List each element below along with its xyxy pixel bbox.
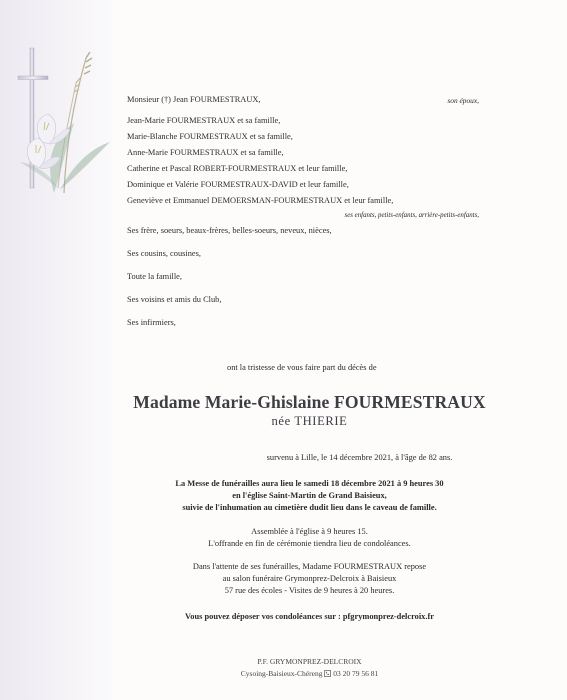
family-line: Geneviève et Emmanuel DEMOERSMAN-FOURMESTRAUX et leur famille, (127, 196, 394, 205)
spouse-name: Monsieur (†) Jean FOURMESTRAUX, (127, 95, 261, 104)
group-line: Ses cousins, cousines, (127, 249, 201, 258)
family-line: Catherine et Pascal ROBERT-FOURMESTRAUX et leur famille, (127, 164, 348, 173)
group-line: Ses infirmiers, (127, 318, 176, 327)
assembly-line: L'offrande en fin de cérémonie tiendra lieu de condoléances. (208, 539, 411, 548)
rest-line: au salon funéraire Grymonprez-Delcroix à Baisieux (222, 574, 397, 583)
funeral-home-contact (0, 669, 567, 678)
family-relation: ses enfants, petits-enfants, arrière-petits-enfants, (344, 212, 479, 219)
family-line: Marie-Blanche FOURMESTRAUX et sa famille, (127, 132, 293, 141)
rest-line: 57 rue des écoles - Visites de 9 heures à 20 heures. (224, 586, 395, 595)
funeral-home-location: Cysoing-Baisieux-Chéreng (240, 669, 323, 678)
mass-line: suivie de l'inhumation au cimetière dudit lieu dans le caveau de famille. (182, 503, 437, 512)
cross-lily-floral (14, 38, 114, 198)
phone-icon (324, 670, 331, 677)
group-line: Ses voisins et amis du Club, (127, 295, 222, 304)
spouse-relation: son époux, (447, 96, 479, 105)
death-info: survenu à Lille, le 14 décembre 2021, à l'âge de 82 ans. (266, 453, 453, 462)
birth-name: née THIERIE (271, 414, 348, 428)
family-line: Anne-Marie FOURMESTRAUX et sa famille, (127, 148, 284, 157)
rest-line: Dans l'attente de ses funérailles, Madame FOURMESTRAUX repose (192, 562, 427, 571)
group-line: Toute la famille, (127, 272, 182, 281)
assembly-line: Assemblée à l'église à 9 heures 15. (251, 527, 368, 536)
family-line: Jean-Marie FOURMESTRAUX et sa famille, (127, 116, 281, 125)
funeral-home-phone: 03 20 79 56 81 (333, 669, 379, 678)
mass-line: en l'église Saint-Martin de Grand Baisieux, (232, 491, 387, 500)
group-line: Ses frère, soeurs, beaux-frères, belles-soeurs, neveux, nièces, (127, 226, 332, 235)
deceased-name: Madame Marie-Ghislaine FOURMESTRAUX (133, 392, 486, 412)
mass-line: La Messe de funérailles aura lieu le samedi 18 décembre 2021 à 9 heures 30 (175, 479, 444, 488)
condolences-line: Vous pouvez déposer vos condoléances sur : pfgrymonprez-delcroix.fr (185, 612, 434, 621)
funeral-home-name: P.F. GRYMONPREZ-DELCROIX (257, 657, 362, 666)
family-line: Dominique et Valérie FOURMESTRAUX-DAVID et leur famille, (127, 180, 349, 189)
intro-text: ont la tristesse de vous faire part du décès de (227, 363, 377, 372)
